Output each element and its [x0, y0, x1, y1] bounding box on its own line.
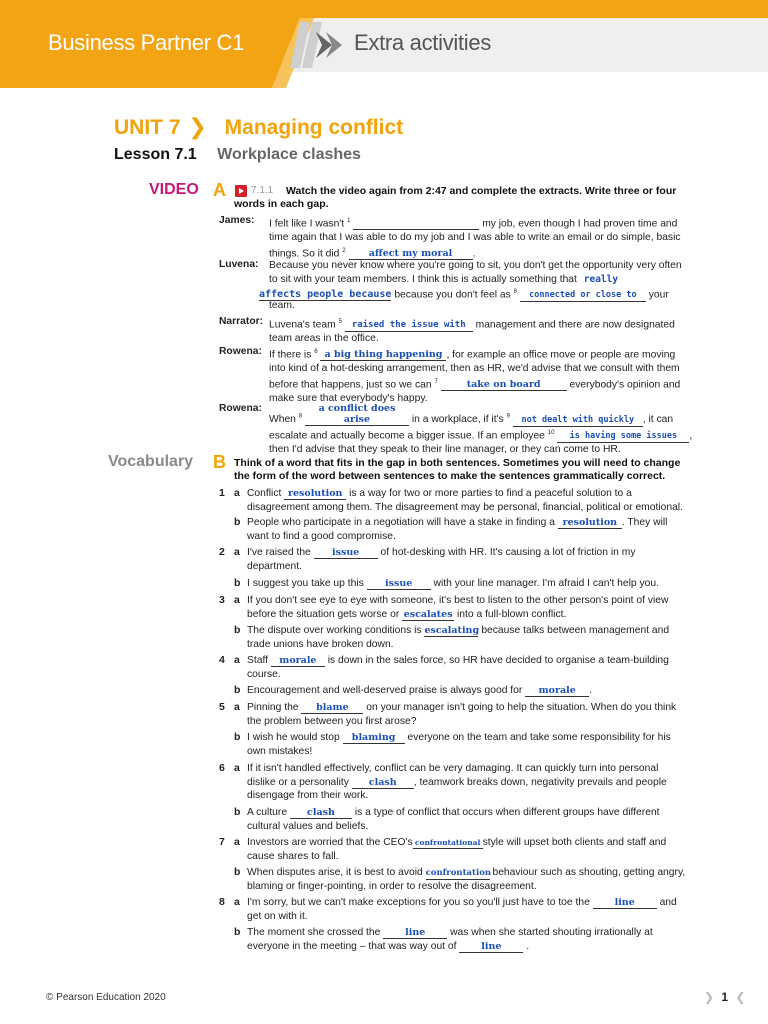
- text: dislike or a personality: [247, 776, 349, 788]
- text: the problem between you first arose?: [247, 715, 417, 727]
- gap-number: 2: [342, 247, 346, 254]
- text: then I'd advise that they speak to their line manager, or they can come to HR.: [269, 444, 621, 456]
- extract-luvena-line4: team.: [269, 300, 295, 311]
- section-a-instruction-2: words in each gap.: [234, 198, 329, 210]
- item-letter: a: [234, 594, 240, 606]
- section-b-instruction-1: Think of a word that fits in the gap in both sentences. Sometimes you will need to change: [234, 457, 681, 469]
- text: ,: [689, 430, 693, 442]
- unit-title: Managing conflict: [224, 116, 404, 139]
- header-banner: [0, 0, 768, 88]
- text: disagreement among them. The disagreement may be personal, financial, political or emotional.: [247, 501, 683, 513]
- gap-number: 5: [338, 319, 342, 325]
- text: I felt like I wasn't: [269, 218, 345, 230]
- text: Investors are worried that the CEO's: [247, 837, 413, 848]
- text: make sure that everybody's happy.: [269, 392, 428, 404]
- item-letter: a: [234, 762, 240, 774]
- text: into a full-blown conflict.: [457, 608, 567, 620]
- chevron-right-icon: ❯: [188, 114, 207, 139]
- answer-3a[interactable]: escalates: [403, 608, 453, 620]
- answer-4a[interactable]: morale: [271, 655, 325, 667]
- speaker-james: James:: [219, 215, 255, 226]
- sentence-6a: [247, 762, 707, 803]
- extract-luvena: [269, 259, 706, 286]
- extract-rowena-2: [269, 403, 706, 457]
- sentence-2a: [247, 546, 707, 573]
- sentence-8b: [247, 926, 707, 953]
- section-a-letter: A: [213, 180, 226, 200]
- text: If there is: [269, 349, 312, 361]
- answer-7a[interactable]: confrontational: [413, 837, 483, 849]
- item-number: 6: [219, 762, 225, 774]
- text: Luvena's team: [269, 319, 336, 331]
- item-letter: b: [234, 516, 241, 528]
- answer-6b[interactable]: clash: [290, 807, 352, 819]
- section-b-letter: B: [213, 452, 226, 472]
- text: . They will: [621, 517, 668, 528]
- text: is down in the sales force, so HR have decided to organise a team-building: [327, 655, 669, 666]
- answer-gap-5[interactable]: raised the issue with: [345, 320, 473, 332]
- text: Staff: [247, 655, 268, 666]
- text: behaviour such as shouting, getting angry,: [492, 867, 686, 878]
- gap-number: 10: [547, 430, 555, 436]
- text: If it isn't handled effectively, conflict can be very damaging. It can quickly turn into personal: [247, 763, 659, 774]
- text: with your line manager. I'm afraid I can't help you.: [433, 578, 659, 589]
- text: want to find a good compromise.: [247, 530, 396, 542]
- sentence-5a: [247, 701, 707, 728]
- item-letter: b: [234, 684, 241, 696]
- text: own mistakes!: [247, 745, 313, 757]
- text: before the situation gets worse or: [247, 608, 400, 620]
- text: into kind of a hot-desking arrangement, then as HR, we'd advise that we consult with them: [269, 363, 680, 375]
- answer-8a[interactable]: line: [593, 897, 657, 909]
- next-page-icon[interactable]: ❮: [735, 990, 746, 1004]
- item-letter: b: [234, 926, 241, 938]
- text: If you don't see eye to eye with someone, it's best to listen to the other person's point of view: [247, 595, 669, 606]
- page-number: 1: [721, 990, 729, 1004]
- answer-1a[interactable]: resolution: [284, 488, 346, 500]
- text: , for example an office move or people are moving: [446, 349, 676, 361]
- answer-gap-1[interactable]: [353, 218, 479, 230]
- text: everyone in the meeting – that was way out of: [247, 940, 457, 952]
- gap-number: 8: [298, 413, 303, 420]
- text: things. So it did: [269, 248, 340, 260]
- item-number: 1: [219, 487, 225, 499]
- item-letter: b: [234, 624, 241, 636]
- answer-1b[interactable]: resolution: [558, 517, 622, 529]
- text: Conflict: [247, 488, 282, 499]
- gap-number: 8: [513, 289, 518, 295]
- answer-4b[interactable]: morale: [525, 685, 589, 697]
- text: Encouragement and well-deserved praise is always good for: [247, 685, 523, 696]
- answer-2b[interactable]: issue: [367, 578, 431, 590]
- extract-james: [269, 215, 706, 261]
- answer-gap-2[interactable]: affect my moral: [349, 248, 473, 260]
- item-number: 4: [219, 654, 225, 666]
- item-letter: a: [234, 546, 240, 558]
- text: blaming or finger-pointing, in order to resolve the disagreement.: [247, 881, 537, 892]
- text: , teamwork breaks down, negativity prevails and people: [413, 776, 667, 788]
- text: I'm sorry, but we can't make exceptions for you so you'll just have to toe the: [247, 897, 590, 908]
- text: everybody's opinion and: [569, 379, 681, 391]
- lesson-title: Workplace clashes: [217, 146, 361, 163]
- sentence-5b: [247, 731, 707, 758]
- gap-number: 9: [506, 413, 510, 420]
- answer-8b-1[interactable]: line: [383, 927, 447, 939]
- gap-number: 6: [314, 349, 318, 355]
- speaker-rowena: Rowena:: [219, 346, 262, 357]
- text: my job, even though I had proven time and: [482, 218, 678, 230]
- section-title: Extra activities: [354, 30, 492, 55]
- text: , it can: [642, 414, 674, 425]
- text: management and there are now designated: [475, 319, 675, 331]
- answer-gap-8[interactable]: a conflict does arise: [305, 403, 409, 426]
- section-b-instruction-2: the form of the word between sentences to make the sentences grammatically correct.: [234, 470, 666, 482]
- answer-8b-2[interactable]: line: [459, 941, 523, 953]
- text: When: [269, 414, 296, 425]
- text: get on with it.: [247, 910, 308, 922]
- page-navigation: [704, 990, 746, 1004]
- text: A culture: [247, 807, 288, 818]
- text: trade unions have broken down.: [247, 638, 394, 650]
- extract-narrator: [269, 316, 706, 346]
- answer-gap-9[interactable]: not dealt with quickly: [513, 415, 643, 427]
- item-number: 7: [219, 836, 225, 848]
- text: I wish he would stop: [247, 732, 340, 743]
- text: course.: [247, 668, 281, 680]
- sentence-7b: [247, 866, 707, 894]
- sentence-2b: [247, 577, 707, 591]
- item-letter: b: [234, 806, 241, 818]
- item-letter: a: [234, 487, 240, 499]
- text: because talks between management and: [481, 625, 670, 636]
- item-letter: a: [234, 896, 240, 908]
- text: The dispute over working conditions is: [247, 625, 422, 636]
- item-number: 5: [219, 701, 225, 713]
- text: your: [648, 289, 669, 301]
- text: disengage from their work.: [247, 790, 369, 802]
- text: I suggest you take up this: [247, 578, 364, 589]
- copyright: © Pearson Education 2020: [46, 992, 166, 1003]
- answer-gap-6[interactable]: a big thing happening: [320, 349, 446, 361]
- text: Pinning the: [247, 702, 299, 713]
- answer-gap-3a[interactable]: really: [583, 273, 619, 285]
- answer-gap-4[interactable]: connected or close to: [520, 290, 646, 302]
- item-letter: a: [234, 654, 240, 666]
- text: and: [659, 897, 677, 908]
- vocabulary-section-label: Vocabulary: [108, 453, 194, 470]
- answer-gap-3b[interactable]: affects people because: [259, 289, 392, 301]
- item-letter: b: [234, 866, 241, 878]
- text: to sit with your team members. I think this is actually something that: [269, 273, 577, 285]
- item-number: 2: [219, 546, 225, 558]
- course-title: Business Partner C1: [48, 30, 245, 55]
- sentence-3a: [247, 594, 707, 621]
- text: Because you never know where you're going to sit, you don't get the opportunity very often: [269, 260, 682, 271]
- text: escalate and actually become a bigger issue. If an employee: [269, 430, 545, 442]
- section-a-instruction-1: Watch the video again from 2:47 and complete the extracts. Write three or four: [286, 185, 677, 197]
- text: .: [472, 248, 476, 260]
- text: .: [526, 940, 530, 952]
- sentence-4b: [247, 684, 707, 698]
- text: is a type of conflict that occurs when different groups have different: [354, 807, 660, 818]
- text: cultural values and beliefs.: [247, 820, 369, 832]
- text: before that happens, just so we can: [269, 379, 432, 391]
- item-number: 3: [219, 594, 225, 606]
- text: The moment she crossed the: [247, 927, 381, 938]
- prev-page-icon[interactable]: ❯: [704, 990, 715, 1004]
- sentence-3b: [247, 624, 707, 651]
- text: department.: [247, 560, 302, 572]
- text: of hot-desking with HR. It's causing a lot of friction in my: [380, 547, 636, 558]
- video-section-label: VIDEO: [149, 181, 199, 198]
- item-letter: a: [234, 701, 240, 713]
- text: in a workplace, if it's: [411, 414, 504, 425]
- gap-number: 7: [434, 378, 438, 385]
- text: was when she started shouting irrationally at: [450, 927, 653, 938]
- answer-5a[interactable]: blame: [301, 702, 363, 714]
- item-letter: b: [234, 731, 241, 743]
- track-number: 7.1.1: [251, 185, 274, 196]
- sentence-8a: [247, 896, 707, 923]
- text: on your manager isn't going to help the situation. When do you think: [366, 702, 677, 713]
- speaker-rowena: Rowena:: [219, 403, 262, 414]
- answer-6a[interactable]: clash: [352, 777, 414, 789]
- lesson-heading: [114, 146, 361, 164]
- unit-label: UNIT 7: [114, 116, 181, 139]
- sentence-1a: [247, 487, 707, 514]
- answer-7b[interactable]: confrontation: [425, 868, 492, 878]
- answer-gap-7[interactable]: take on board: [441, 379, 567, 391]
- text: I've raised the: [247, 547, 311, 558]
- text: time again that I was able to do my job and I was able to write an email or do simple, basic: [269, 232, 681, 244]
- video-play-icon[interactable]: [235, 185, 247, 197]
- text: is a way for two or more parties to find a peaceful solution to a: [349, 488, 632, 499]
- text: .: [589, 685, 593, 696]
- text: because you don't feel as: [394, 289, 511, 301]
- sentence-4a: [247, 654, 707, 681]
- answer-gap-10[interactable]: is having some issues: [557, 431, 689, 443]
- sentence-1b: [247, 516, 707, 543]
- text: everyone on the team and take some responsibility for his: [407, 732, 671, 743]
- sentence-6b: [247, 806, 707, 833]
- speaker-luvena: Luvena:: [219, 259, 259, 270]
- item-letter: a: [234, 836, 240, 848]
- text: cause shares to fall.: [247, 850, 339, 862]
- answer-3b[interactable]: escalating: [424, 625, 480, 636]
- gap-number: 1: [347, 218, 351, 224]
- text: team areas in the office.: [269, 333, 379, 345]
- extract-rowena-1: [269, 346, 706, 405]
- answer-5b[interactable]: blaming: [343, 732, 405, 744]
- text: People who participate in a negotiation will have a stake in finding a: [247, 517, 555, 528]
- text: style will upset both clients and staff and: [482, 837, 667, 848]
- item-letter: b: [234, 577, 241, 589]
- unit-heading: [114, 114, 403, 140]
- item-number: 8: [219, 896, 225, 908]
- answer-2a[interactable]: issue: [314, 547, 378, 559]
- text: When disputes arise, it is best to avoid: [247, 867, 423, 878]
- speaker-narrator: Narrator:: [219, 316, 264, 327]
- lesson-label: Lesson 7.1: [114, 146, 197, 163]
- sentence-7a: [247, 836, 707, 863]
